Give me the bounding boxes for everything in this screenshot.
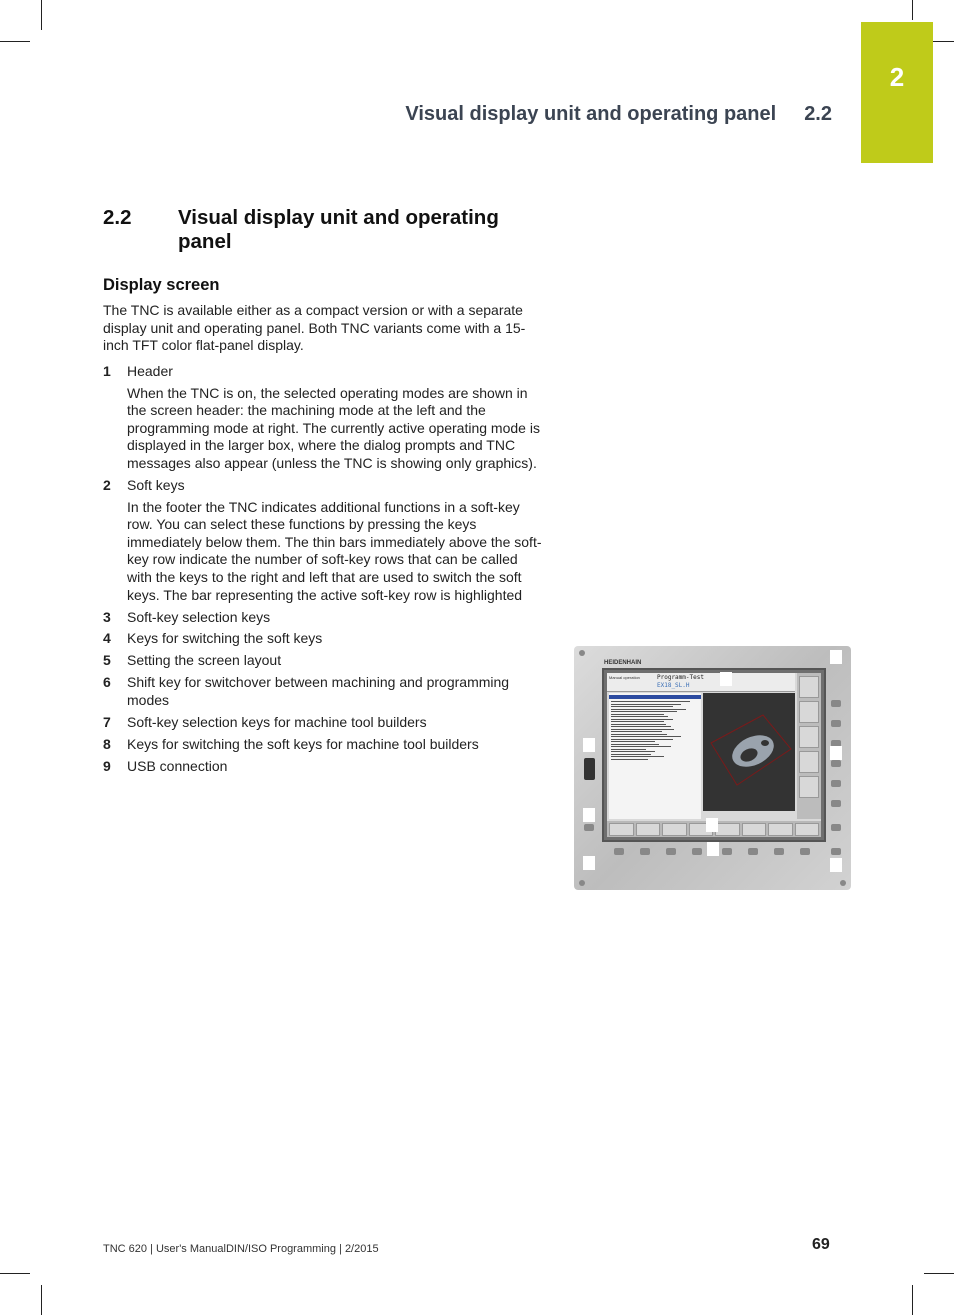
item-description: When the TNC is on, the selected operating modes are shown in the screen header: the machining mode at the left and the programming mode at right. The currently active operating mode is displayed in the larger box, where the dialog prompts and TNC messages also appear (unless the TNC is showing only graphics). — [127, 384, 540, 471]
display-screen — [602, 668, 826, 842]
item-number: 8 — [103, 736, 111, 753]
callout-marker — [830, 858, 842, 872]
panel-key — [831, 720, 841, 727]
panel-key — [692, 848, 702, 855]
list-item — [103, 736, 545, 754]
screw — [840, 880, 846, 886]
chapter-number: 2 — [889, 62, 905, 92]
running-head-title: Visual display unit and operating panel — [405, 103, 777, 125]
panel-key — [584, 824, 594, 831]
panel-key — [722, 848, 732, 855]
intro-paragraph: The TNC is available either as a compact version or with a separate display unit and operating panel. Both TNC variants come with a 15-inch TFT color flat-panel display. — [103, 302, 526, 354]
callout-marker — [707, 842, 719, 856]
item-number: 4 — [103, 630, 111, 647]
legend-list — [103, 363, 545, 780]
graphics-window — [703, 693, 795, 811]
usb-port — [584, 758, 595, 780]
list-item — [103, 714, 545, 732]
callout-marker — [830, 746, 842, 760]
panel-key — [774, 848, 784, 855]
item-label: Soft keys — [127, 476, 185, 493]
screen-content — [607, 673, 821, 837]
crop-mark — [912, 0, 913, 20]
panel-key — [614, 848, 624, 855]
callout-marker — [830, 650, 842, 664]
item-label: Setting the screen layout — [127, 652, 282, 669]
list-item — [103, 630, 545, 648]
list-item — [103, 674, 545, 709]
program-listing — [609, 693, 701, 819]
item-label: USB connection — [127, 758, 228, 774]
item-label: Keys for switching the soft keys — [127, 630, 323, 647]
vertical-softkeys — [797, 673, 821, 819]
screw — [579, 650, 585, 656]
running-head — [405, 103, 832, 126]
item-label: Header — [127, 363, 173, 379]
crop-mark — [912, 1285, 913, 1315]
panel-key — [640, 848, 650, 855]
running-head-number: 2.2 — [804, 103, 832, 125]
item-number: 7 — [103, 714, 111, 731]
panel-key — [831, 780, 841, 787]
screw — [579, 880, 585, 886]
crop-mark — [0, 1273, 30, 1274]
list-item — [103, 477, 545, 604]
item-number: 6 — [103, 674, 111, 691]
brand-logo: HEIDENHAIN — [604, 660, 642, 666]
panel-key — [831, 824, 841, 831]
crop-mark — [924, 1273, 954, 1274]
item-description: In the footer the TNC indicates additional functions in a soft-key row. You can select these functions by pressing the keys immediately below them. The thin bars immediately above the soft-key row indicate the number of soft-key rows that can be called with the keys to the right and left that are used to switch the soft keys. The bar representing the active soft-key row is highlighted — [127, 498, 542, 603]
footer-text: TNC 620 | User's ManualDIN/ISO Programming | 2/2015 — [103, 1243, 379, 1255]
panel-key — [800, 848, 810, 855]
crop-mark — [41, 0, 42, 30]
subsection-heading: Display screen — [103, 276, 220, 294]
chapter-tab — [861, 22, 933, 163]
item-label: Keys for switching the soft keys for machine tool builders — [127, 736, 479, 753]
item-number: 9 — [103, 758, 111, 774]
panel-key — [748, 848, 758, 855]
callout-marker — [720, 672, 732, 686]
list-item — [103, 652, 545, 670]
page-number: 69 — [812, 1236, 830, 1253]
file-name: EX18_SL.H — [657, 682, 690, 689]
section-number: 2.2 — [103, 206, 132, 229]
panel-key — [831, 848, 841, 855]
callout-marker — [706, 818, 718, 832]
item-number: 3 — [103, 608, 111, 625]
screen-header — [607, 673, 795, 692]
programming-mode-title: Programm-Test — [657, 674, 704, 681]
panel-key — [831, 700, 841, 707]
item-label: Soft-key selection keys for machine tool builders — [127, 714, 427, 731]
section-heading — [103, 206, 543, 254]
item-label: Shift key for switchover between machining and programming modes — [127, 674, 510, 709]
panel-key — [666, 848, 676, 855]
crop-mark — [0, 41, 30, 42]
machining-mode-label: Manual operation — [609, 675, 640, 680]
item-label: Soft-key selection keys — [127, 608, 271, 625]
list-item — [103, 609, 545, 627]
list-item — [103, 758, 545, 776]
section-title: Visual display unit and operating panel — [178, 206, 499, 253]
item-number: 5 — [103, 652, 111, 669]
item-number: 2 — [103, 476, 111, 493]
crop-mark — [41, 1285, 42, 1315]
tnc-panel-figure — [574, 646, 851, 890]
panel-key — [831, 760, 841, 767]
callout-marker — [583, 808, 595, 822]
item-number: 1 — [103, 363, 111, 379]
workpiece-graphic — [703, 693, 795, 811]
panel-key — [831, 800, 841, 807]
callout-marker — [583, 856, 595, 870]
callout-marker — [583, 738, 595, 752]
list-item — [103, 363, 545, 473]
